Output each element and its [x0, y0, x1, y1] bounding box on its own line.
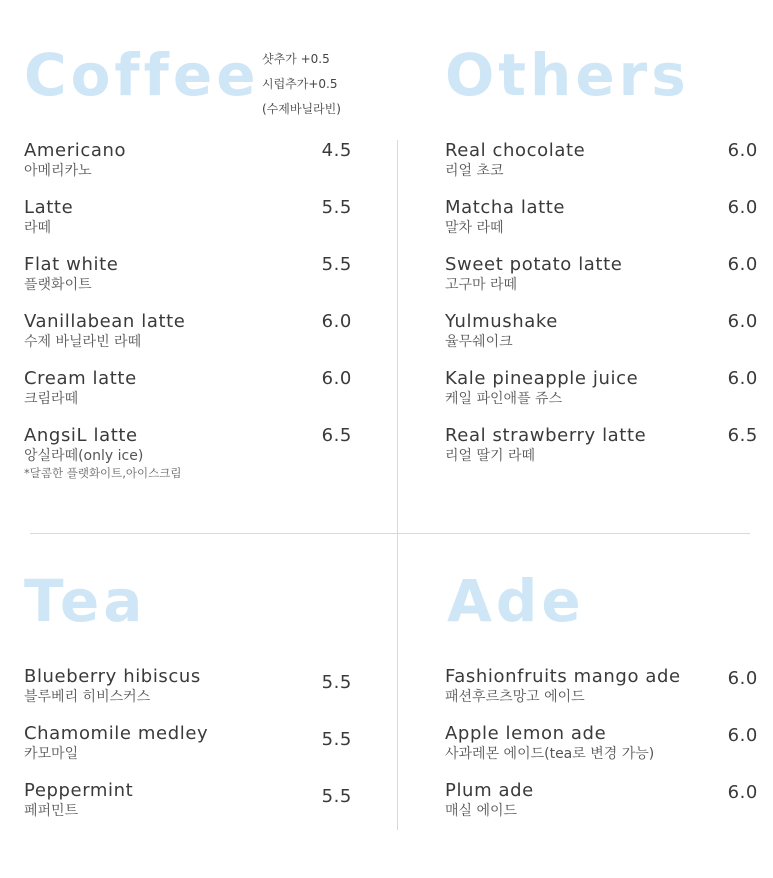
- menu-item-yulmushake: [445, 311, 558, 351]
- menu-item-angsil-latte: [24, 425, 181, 481]
- menu-item-matcha-latte: [445, 197, 565, 237]
- item-name: Matcha latte: [445, 197, 566, 218]
- item-price: 6.5: [727, 425, 758, 446]
- item-price: 6.0: [321, 368, 352, 389]
- item-price: 6.0: [321, 311, 352, 332]
- menu-item-apple-lemon-ade: [445, 723, 654, 763]
- extra-syrup: 시럽추가+0.5: [262, 77, 338, 91]
- item-korean-name: 율무쉐이크: [445, 334, 513, 350]
- item-price: 5.5: [321, 197, 352, 218]
- menu-item-real-strawberry-latte: [445, 425, 646, 465]
- menu-item-peppermint: [24, 780, 133, 820]
- item-name: Chamomile medley: [24, 723, 209, 744]
- item-price: 4.5: [321, 140, 352, 161]
- menu-item-latte: [24, 197, 73, 237]
- menu-item-chamomile-medley: [24, 723, 208, 763]
- item-name: Americano: [24, 140, 127, 161]
- menu-item-flat-white: [24, 254, 118, 294]
- item-korean-name: 크림라떼: [24, 391, 79, 407]
- item-korean-name: 아메리카노: [24, 163, 92, 179]
- item-note: *달콤한 플랫화이트,아이스크림: [24, 466, 182, 480]
- item-korean-name: 리얼 딸기 라떼: [445, 448, 536, 464]
- menu-item-real-chocolate: [445, 140, 585, 180]
- coffee-extras: [262, 47, 341, 122]
- ade-heading: Ade: [447, 567, 585, 635]
- item-name: Blueberry hibiscus: [24, 666, 201, 687]
- item-price: 6.0: [727, 140, 758, 161]
- item-name: Apple lemon ade: [445, 723, 607, 744]
- item-price: 6.0: [727, 668, 758, 689]
- item-korean-name: 플랫화이트: [24, 277, 92, 293]
- item-name: Flat white: [24, 254, 119, 275]
- item-price: 5.5: [321, 672, 352, 693]
- menu-item-cream-latte: [24, 368, 137, 408]
- item-name: Yulmushake: [445, 311, 558, 332]
- item-name: Real strawberry latte: [445, 425, 647, 446]
- item-price: 6.0: [727, 311, 758, 332]
- tea-heading: Tea: [24, 567, 147, 635]
- item-korean-name: 리얼 초코: [445, 163, 504, 179]
- item-korean-name: 패션후르츠망고 에이드: [445, 689, 585, 705]
- item-price: 6.0: [727, 368, 758, 389]
- item-name: Sweet potato latte: [445, 254, 623, 275]
- item-name: Peppermint: [24, 780, 134, 801]
- item-korean-name: 앙실라떼(only ice): [24, 448, 144, 464]
- item-korean-name: 블루베리 히비스커스: [24, 689, 151, 705]
- menu-item-kale-pineapple-juice: [445, 368, 638, 408]
- item-price: 5.5: [321, 729, 352, 750]
- item-price: 5.5: [321, 254, 352, 275]
- menu-item-vanillabean-latte: [24, 311, 185, 351]
- item-korean-name: 라떼: [24, 220, 52, 236]
- menu-item-plum-ade: [445, 780, 534, 820]
- item-name: Real chocolate: [445, 140, 586, 161]
- extra-shot: 샷추가 +0.5: [262, 52, 330, 66]
- item-price: 5.5: [321, 786, 352, 807]
- menu-item-americano: [24, 140, 126, 180]
- item-name: Cream latte: [24, 368, 137, 389]
- coffee-heading: Coffee: [24, 41, 260, 109]
- horizontal-divider: [30, 533, 750, 534]
- item-price: 6.0: [727, 782, 758, 803]
- item-price: 6.0: [727, 254, 758, 275]
- others-heading: Others: [445, 41, 690, 109]
- item-name: AngsiL latte: [24, 425, 138, 446]
- extra-syrup-note: (수제바닐라빈): [262, 102, 341, 116]
- item-price: 6.5: [321, 425, 352, 446]
- item-korean-name: 매실 에이드: [445, 803, 518, 819]
- item-korean-name: 페퍼민트: [24, 803, 79, 819]
- item-korean-name: 수제 바닐라빈 라떼: [24, 334, 142, 350]
- item-price: 6.0: [727, 197, 758, 218]
- item-price: 6.0: [727, 725, 758, 746]
- item-name: Vanillabean latte: [24, 311, 186, 332]
- item-korean-name: 케일 파인애플 쥬스: [445, 391, 563, 407]
- item-korean-name: 사과레몬 에이드(tea로 변경 가능): [445, 746, 655, 762]
- item-korean-name: 고구마 라떼: [445, 277, 518, 293]
- item-name: Kale pineapple juice: [445, 368, 639, 389]
- menu-item-blueberry-hibiscus: [24, 666, 201, 706]
- item-name: Latte: [24, 197, 74, 218]
- menu-item-sweet-potato-latte: [445, 254, 622, 294]
- item-korean-name: 말차 라떼: [445, 220, 504, 236]
- item-korean-name: 카모마일: [24, 746, 79, 762]
- item-name: Fashionfruits mango ade: [445, 666, 681, 687]
- item-name: Plum ade: [445, 780, 534, 801]
- menu-item-fashionfruits-mango-ade: [445, 666, 681, 706]
- vertical-divider: [397, 140, 398, 830]
